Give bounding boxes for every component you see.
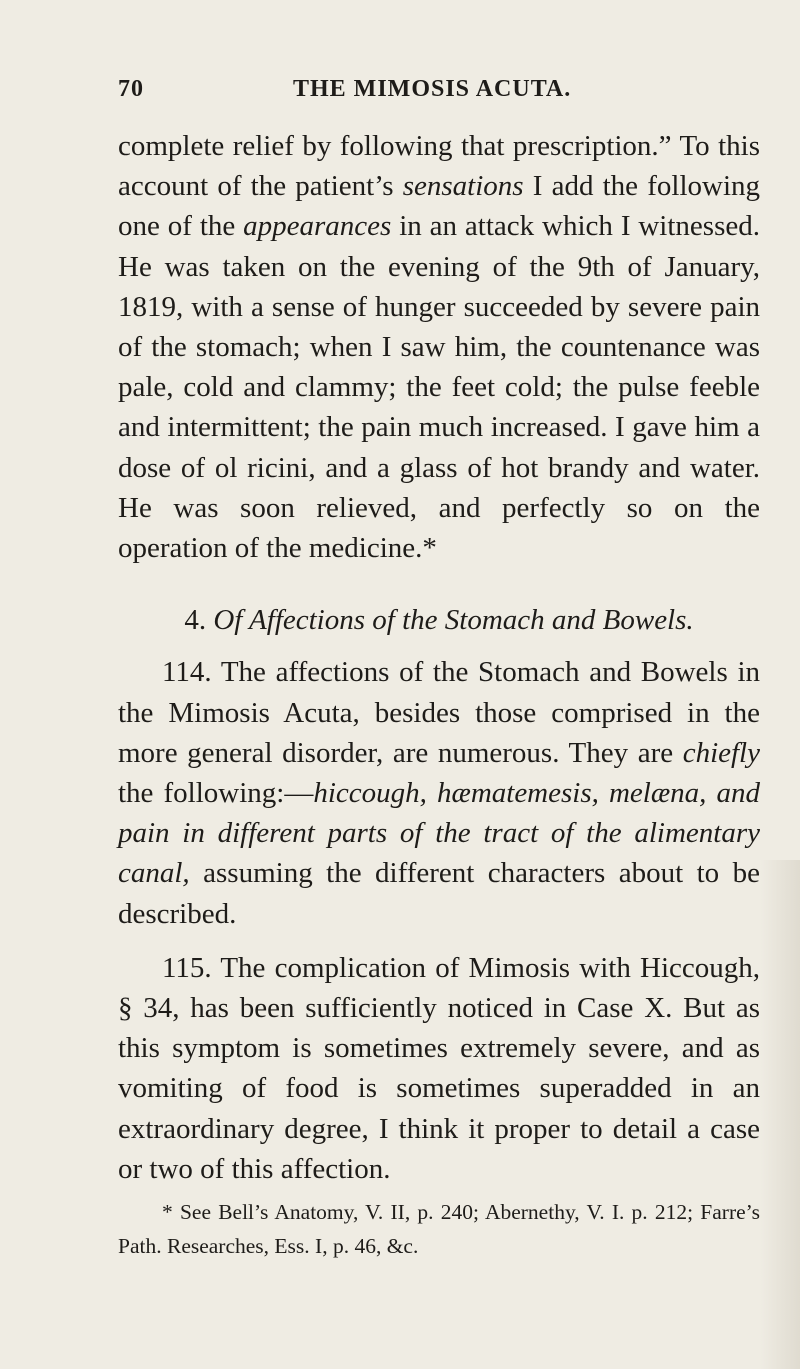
footnote <box>118 1195 760 1263</box>
paragraph-114: 114. The affections of the Stomach and Bowels in the Mimosis Acuta, besides those comprised in the more general disorder, are numerous. They are chiefly the following:—hiccough, hæmatemesis, melæna, and pain in different parts of the tract of the alimentary canal, assuming the different characters about to be described. <box>118 656 760 930</box>
running-header <box>118 76 758 106</box>
paragraph-115: 115. The complication of Mimosis with Hiccough, § 34, has been sufficiently noticed in Case X. But as this symptom is sometimes extremely severe, and as vomiting of food is sometimes superadded in an extraordinary degree, I think it proper to detail a case or two of this affection. <box>118 951 760 1185</box>
body-text <box>118 126 760 1189</box>
paragraph-continuation: complete relief by following that prescription.” To this account of the patient’s sensations I add the following one of the appearances in an attack which I witnessed. He was taken on the evening of the 9th of January, 1819, with a sense of hunger succeeded by severe pain of the stomach; when I saw him, the countenance was pale, cold and clammy; the feet cold; the pulse feeble and intermittent; the pain much increased. I gave him a dose of ol ricini, and a glass of hot brandy and water. He was soon relieved, and perfectly so on the operation of the medicine.* <box>118 130 760 565</box>
running-title: THE MIMOSIS ACUTA. <box>293 76 572 102</box>
page-edge-shadow <box>760 860 800 1369</box>
page-number: 70 <box>118 76 144 102</box>
footnote-text: * See Bell’s Anatomy, V. II, p. 240; Abernethy, V. I. p. 212; Farre’s Path. Researches, Ess. I, p. 46, &c. <box>118 1200 760 1258</box>
section-heading: 4. Of Affections of the Stomach and Bowels. <box>184 604 694 637</box>
